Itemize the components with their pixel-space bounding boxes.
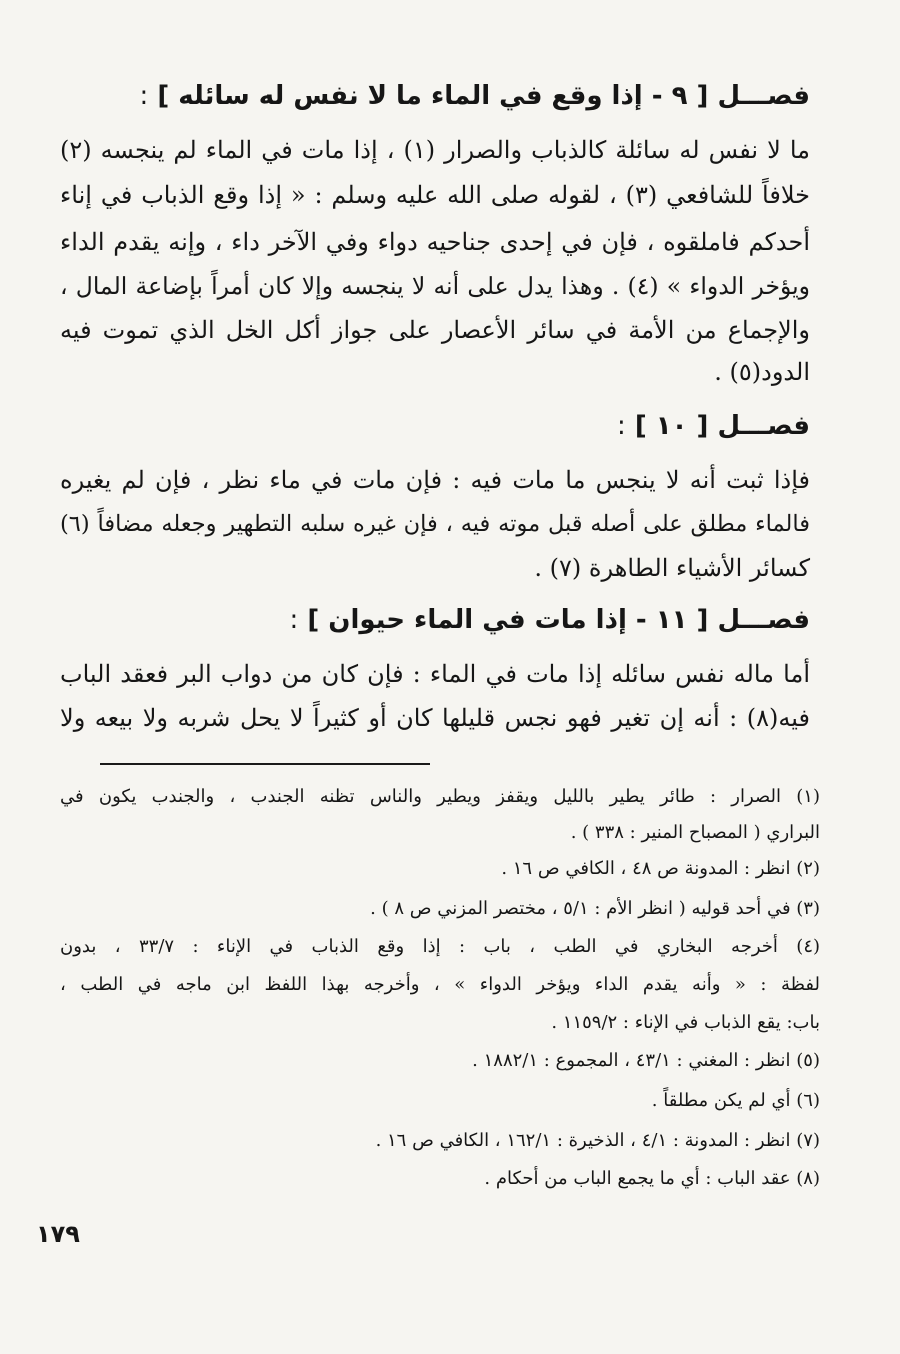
paragraph-line: الدود(٥) . (714, 358, 810, 386)
paragraph-line: فيه(٨) : أنه إن تغير فهو نجس قليلها كان أو كثيراً لا يحل شربه ولا بيعه ولا (60, 704, 810, 732)
paragraph-line: فالماء مطلق على أصله قبل موته فيه ، فإن غيره سلبه التطهير وجعله مضافاً (٦) (60, 511, 810, 537)
paragraph-line: والإجماع من الأمة في سائر الأعصار على جواز أكل الخل الذي تموت فيه (60, 316, 810, 344)
footnote-line: (٧) انظر : المدونة : ٤/١ ، الذخيرة : ١٦٢/١ ، الكافي ص ١٦ . (375, 1130, 820, 1151)
paragraph-line: أحدكم فاملقوه ، فإن في إحدى جناحيه دواء وفي الآخر داء ، وإنه يقدم الداء (60, 228, 810, 256)
section-heading-text: فصـــل [ ٩ - إذا وقع في الماء ما لا نفس له سائله ] (157, 81, 810, 111)
section-heading-11 (60, 600, 810, 640)
footnote-line: (٦) أي لم يكن مطلقاً . (651, 1090, 820, 1111)
paragraph-line: كسائر الأشياء الطاهرة (٧) . (534, 554, 810, 582)
paragraph-line: ما لا نفس له سائلة كالذباب والصرار (١) ، إذا مات في الماء لم ينجسه (٢) (60, 136, 810, 164)
section-heading-colon: : (616, 411, 626, 441)
section-heading-colon: : (139, 81, 149, 111)
footnote-line: باب: يقع الذباب في الإناء : ١١٥٩/٢ . (551, 1012, 820, 1033)
footnote-divider (100, 763, 430, 765)
section-heading-text: فصـــل [ ١٠ ] (634, 411, 810, 441)
paragraph-line: فإذا ثبت أنه لا ينجس ما مات فيه : فإن مات في ماء نظر ، فإن لم يغيره (60, 466, 810, 494)
footnote-line: (٣) في أحد قوليه ( انظر الأم : ٥/١ ، مختصر المزني ص ٨ ) . (370, 898, 820, 919)
paragraph-line: خلافاً للشافعي (٣) ، لقوله صلى الله عليه وسلم : « إذا وقع الذباب في إناء (60, 181, 810, 209)
footnote-line: البراري ( المصباح المنير : ٣٣٨ ) . (570, 822, 820, 843)
section-heading-colon: : (289, 605, 299, 635)
paragraph-line: ويؤخر الدواء » (٤) . وهذا يدل على أنه لا ينجسه وإلا كان أمراً بإضاعة المال ، (60, 272, 810, 300)
page-number: ١٧٩ (36, 1220, 80, 1248)
footnote-line: (٥) انظر : المغني : ٤٣/١ ، المجموع : ١٨٨٢/١ . (472, 1050, 820, 1071)
section-heading-text: فصـــل [ ١١ - إذا مات في الماء حيوان ] (307, 605, 810, 635)
section-heading-9 (60, 76, 810, 116)
footnote-line: (٤) أخرجه البخاري في الطب ، باب : إذا وقع الذباب في الإناء : ٣٣/٧ ، بدون (60, 936, 821, 957)
section-heading-10 (60, 406, 810, 446)
footnote-line: (٨) عقد الباب : أي ما يجمع الباب من أحكام . (484, 1168, 820, 1189)
paragraph-line: أما ماله نفس سائله إذا مات في الماء : فإن كان من دواب البر فعقد الباب (60, 660, 810, 688)
footnote-line: (١) الصرار : طائر يطير بالليل ويقفز ويطير والناس تظنه الجندب ، والجندب يكون في (60, 786, 820, 807)
footnote-line: (٢) انظر : المدونة ص ٤٨ ، الكافي ص ١٦ . (501, 858, 820, 879)
footnote-line: لفظة : « وأنه يقدم الداء ويؤخر الدواء » ، وأخرجه بهذا اللفظ ابن ماجه في الطب ، (60, 974, 820, 995)
